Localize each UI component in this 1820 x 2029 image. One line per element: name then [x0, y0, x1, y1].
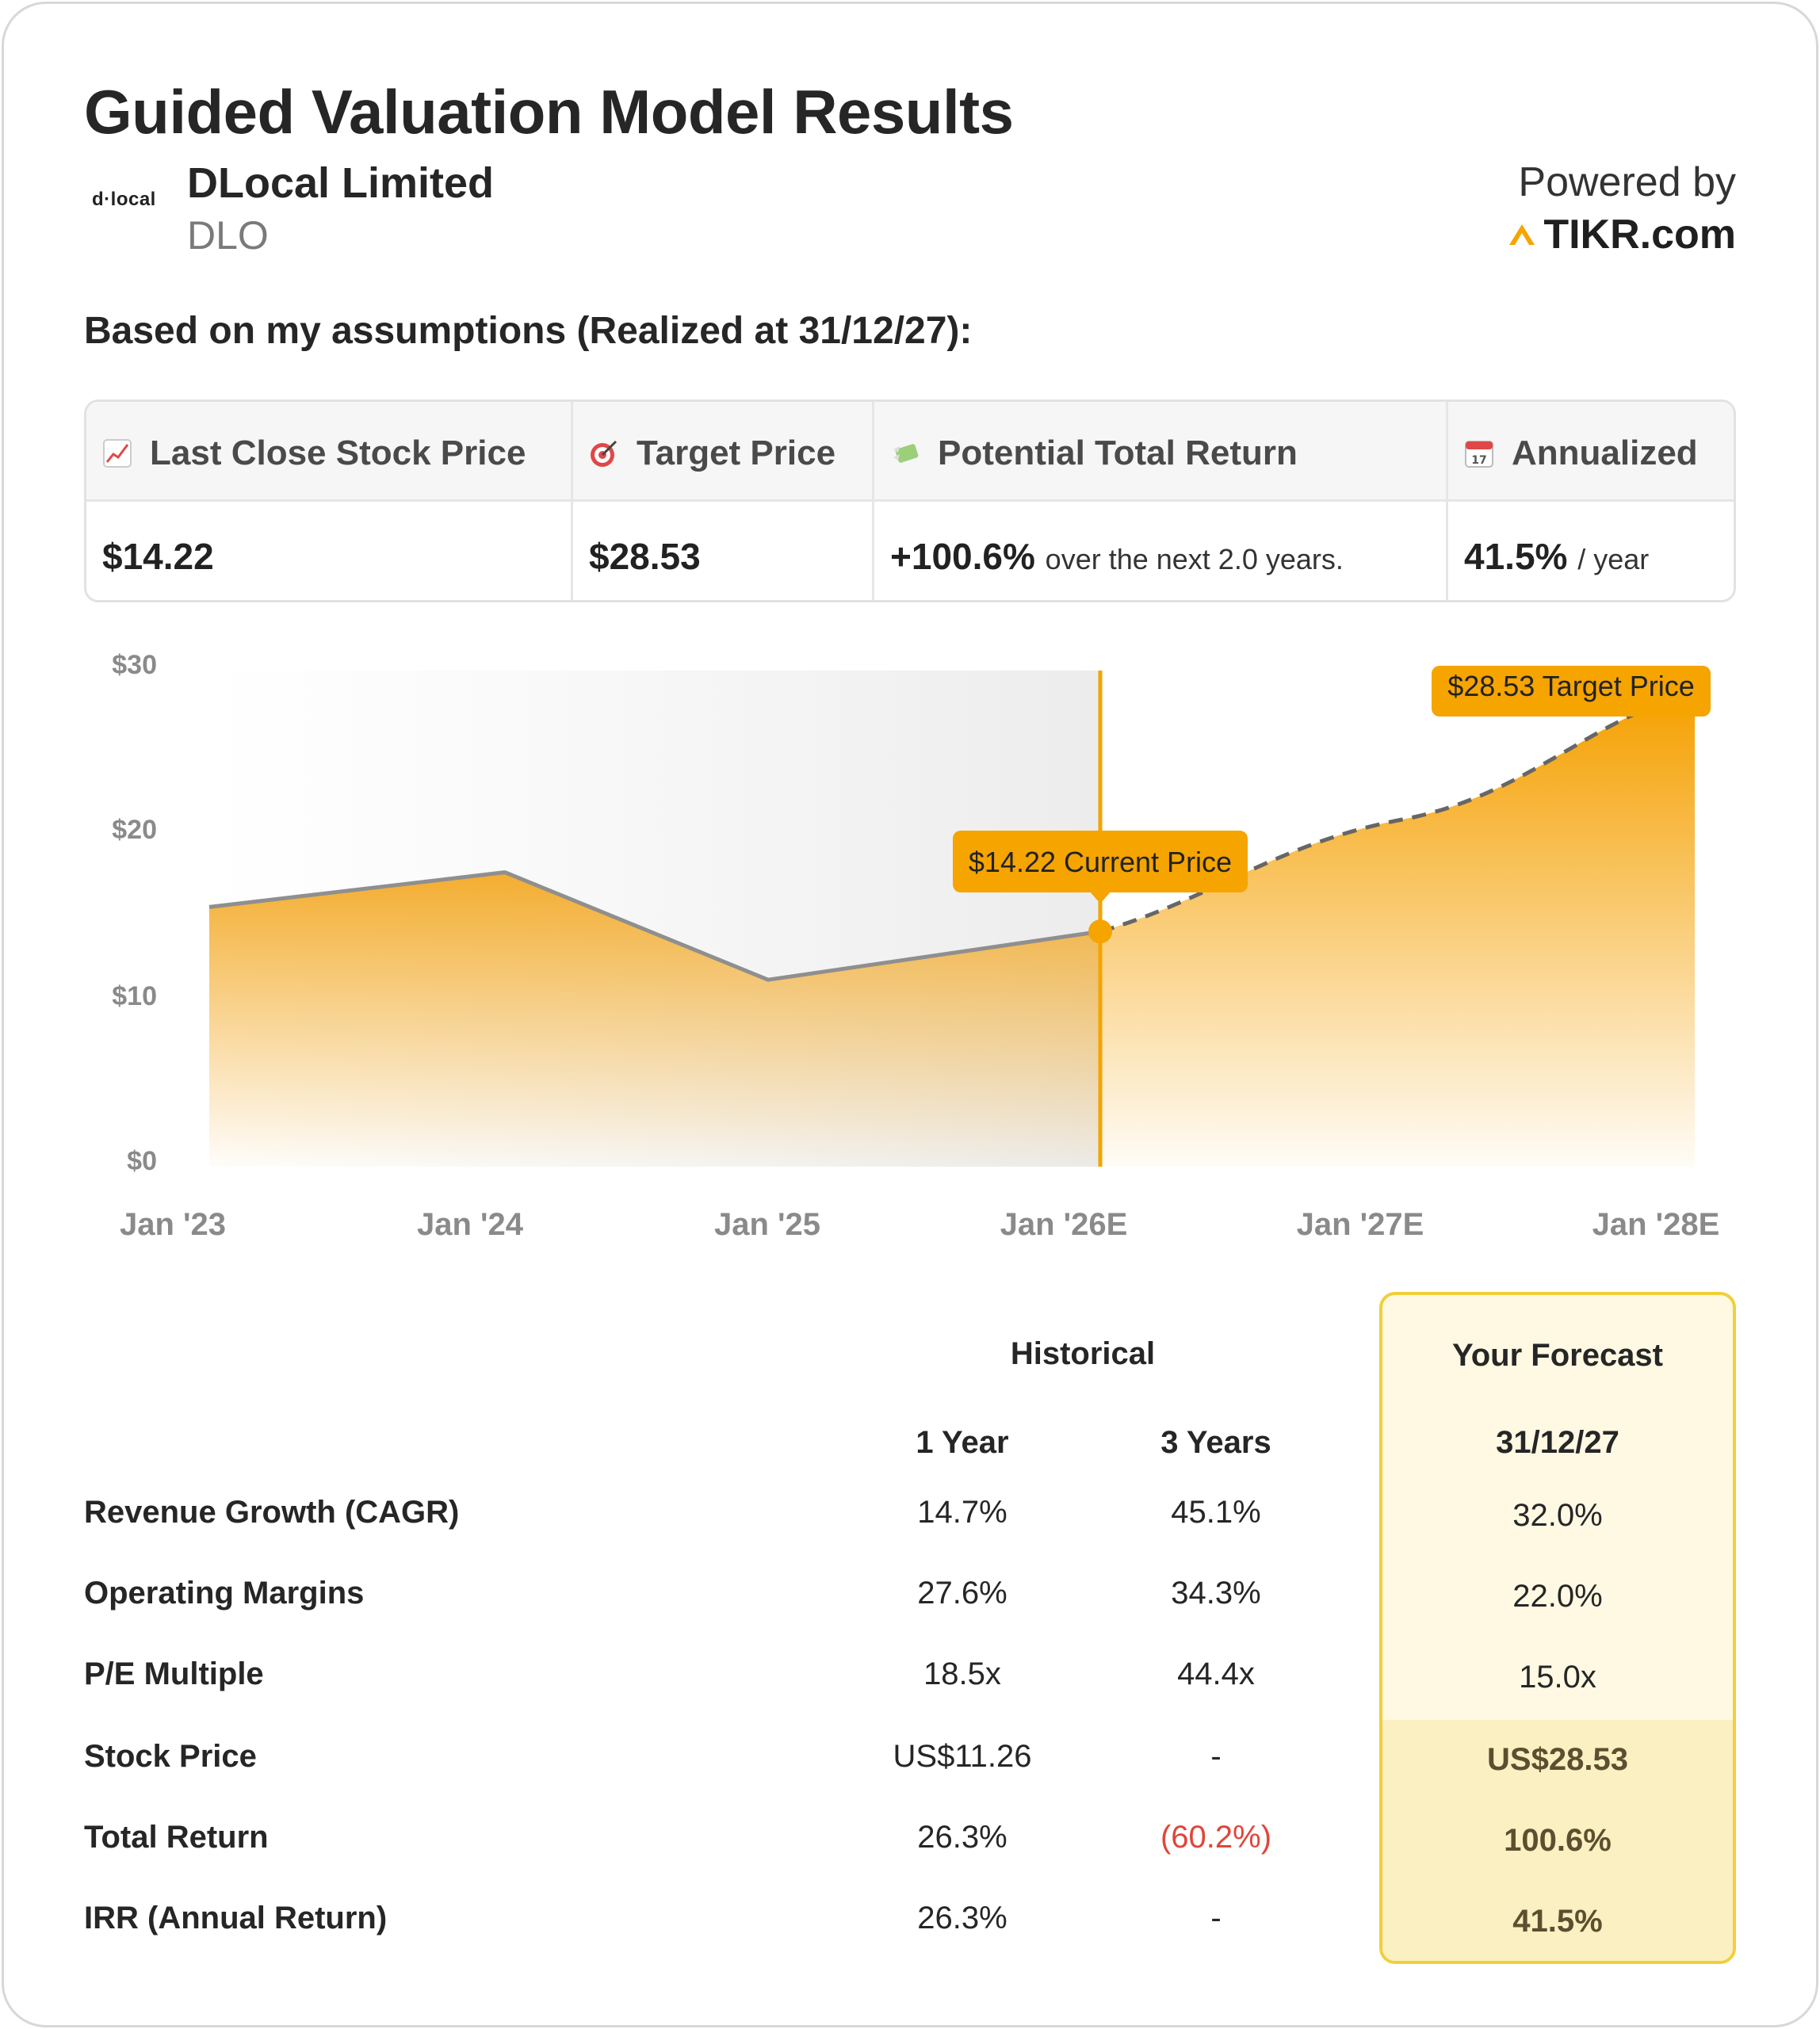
assumptions-heading: Based on my assumptions (Realized at 31/12/27): — [84, 310, 973, 352]
cell-margins-3y: 34.3% — [1171, 1576, 1261, 1611]
target-price-label: $28.53 Target Price — [1447, 670, 1695, 702]
cell-price-1y: US$11.26 — [893, 1739, 1032, 1774]
x-tick-label: Jan '28E — [1592, 1207, 1720, 1242]
cell-pe-3y: 44.4x — [1177, 1656, 1255, 1691]
kpi-target-label: Target Price — [637, 434, 836, 472]
kpi-last-close-label: Last Close Stock Price — [150, 434, 526, 472]
kpi-total-return-suffix: over the next 2.0 years. — [1045, 543, 1344, 575]
kpi-annualized-suffix: / year — [1577, 543, 1650, 575]
forecast-heading: Your Forecast — [1452, 1338, 1663, 1373]
forecast-panel — [1379, 1292, 1736, 1964]
row-label-total-return: Total Return — [84, 1820, 269, 1855]
company-name: DLocal Limited — [187, 159, 495, 207]
company-ticker: DLO — [187, 213, 269, 258]
y-tick-label: $30 — [112, 650, 157, 680]
current-price-label: $14.22 Current Price — [968, 846, 1233, 878]
row-label-pe-multiple: P/E Multiple — [84, 1656, 264, 1691]
y-tick-label: $20 — [112, 815, 157, 845]
col-header-3-years: 3 Years — [1160, 1425, 1271, 1460]
cell-price-3y: - — [1210, 1739, 1222, 1774]
cell-pe-1y: 18.5x — [923, 1656, 1001, 1691]
current-price-marker — [1088, 919, 1112, 943]
cell-margins-1y: 27.6% — [917, 1576, 1008, 1611]
historical-heading: Historical — [1010, 1336, 1156, 1371]
kpi-total-return-value: +100.6% — [890, 536, 1035, 577]
forecast-date: 31/12/27 — [1496, 1425, 1619, 1460]
cell-irr-3y: - — [1210, 1901, 1222, 1935]
kpi-annualized-label: Annualized — [1512, 434, 1698, 472]
row-label-stock-price: Stock Price — [84, 1739, 257, 1774]
col-header-1-year: 1 Year — [916, 1425, 1009, 1460]
page-title: Guided Valuation Model Results — [84, 77, 1014, 147]
cell-irr-forecast: 41.5% — [1512, 1904, 1603, 1939]
x-tick-label: Jan '23 — [119, 1207, 227, 1242]
svg-text:17: 17 — [1471, 454, 1487, 467]
kpi-total-return-label: Potential Total Return — [938, 434, 1298, 472]
y-tick-label: $10 — [112, 981, 157, 1011]
row-label-operating-margins: Operating Margins — [84, 1576, 365, 1611]
kpi-last-close-value: $14.22 — [102, 536, 214, 577]
powered-by-label: Powered by — [1518, 159, 1736, 205]
kpi-annualized-value: 41.5% — [1464, 536, 1568, 577]
y-tick-label: $0 — [127, 1146, 157, 1176]
tikr-brand-text: TIKR.com — [1543, 212, 1736, 258]
company-logo: d·local — [92, 189, 156, 210]
cell-revenue-forecast: 32.0% — [1512, 1498, 1603, 1533]
row-label-irr: IRR (Annual Return) — [84, 1901, 388, 1935]
x-tick-label: Jan '26E — [1000, 1207, 1128, 1242]
cell-return-forecast: 100.6% — [1504, 1823, 1612, 1858]
cell-revenue-3y: 45.1% — [1171, 1495, 1261, 1530]
cell-irr-1y: 26.3% — [917, 1901, 1008, 1935]
cell-return-3y: (60.2%) — [1160, 1820, 1272, 1855]
cell-pe-forecast: 15.0x — [1519, 1660, 1596, 1695]
x-tick-label: Jan '24 — [416, 1207, 524, 1242]
cell-price-forecast: US$28.53 — [1487, 1742, 1628, 1777]
x-tick-label: Jan '25 — [713, 1207, 821, 1242]
row-label-revenue-growth: Revenue Growth (CAGR) — [84, 1495, 460, 1530]
x-tick-label: Jan '27E — [1296, 1207, 1424, 1242]
forecast-area — [1100, 695, 1695, 1167]
cell-return-1y: 26.3% — [917, 1820, 1008, 1855]
kpi-target-value: $28.53 — [589, 536, 701, 577]
cell-revenue-1y: 14.7% — [917, 1495, 1008, 1530]
cell-margins-forecast: 22.0% — [1512, 1579, 1603, 1614]
